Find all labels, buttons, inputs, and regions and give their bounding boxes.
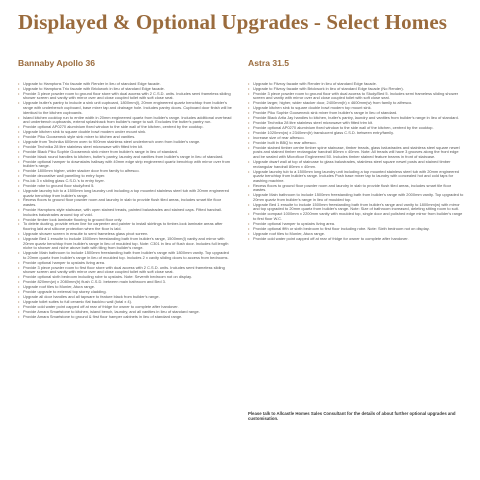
upgrade-list-item: • Upgrade Bed 1 ensuite to include 1500mm freestanding bath from builder's range, 1500mm(l) vanity and mirror with 20mm quartz benchtop from builder's range in lieu of moulded top. Note: C301 in lieu of flush door. Includes full length niche to shower and niche above bath with tiling from builder's range. [18, 237, 233, 251]
upgrade-list-item: • Upgrade Main bathroom to include 1500mm freestanding bath from builder's range with 2000mm vanity. Top upgraded to 20mm quartz from builder's range in lieu of moulded top. [248, 193, 464, 202]
right-column-heading: Astra 31.5 [248, 58, 290, 68]
upgrade-list-item: • Upgrade to Hamptons Trio facade with Render in lieu of standard Edge facade. [18, 82, 233, 87]
upgrade-list-item: • Upgrade all door handles and all tapware to feature black from builder's range. [18, 295, 233, 300]
upgrade-list-item: • Provide Black Piku Sophie Gooseneck sink mixer from builder's range in lieu of standard. [18, 150, 233, 155]
upgrade-list-item: • Upgrade butler's pantry to include a sink unit cupboard, 1800mm(l), 20mm engineered quartz benchtop from builder's range with underbench cupboard, base mixer tap and drainage hole. Includes pantry doors. Cupboard door finish will be identical to the kitchen cupboards. [18, 101, 233, 115]
upgrade-list-item: • Upgrade roof tiles to Monier, Atura range. [18, 285, 233, 290]
upgrade-list-item: • Provide 3 piece powder room to first floor store with dual access with 2 C.S.D. units. Includes semi frameless sliding shower screen and vanity with mirror over and close coupled toilet with soft close seat. [18, 266, 233, 275]
upgrade-list-item: • Provide Technika 28 litre stainless steel microwave with fitted trim kit. [18, 145, 233, 150]
upgrade-list-item: • Upgrade toilet suites to full ceramic flat back/no wall (total x 4). [18, 300, 233, 305]
upgrade-list-item: • Upgrade to Fitzroy facade with Render in lieu of standard Edge facade. [248, 82, 464, 87]
upgrade-list-item: • Provide optional hamper to upstairs living area. [18, 261, 233, 266]
upgrade-list-item: • Provide optional fifth or sixth bedroom to first floor including robe. Note: Sixth bedroom not on display. [248, 227, 464, 232]
upgrade-list-item: • Provide stained timber centre timber spine staircase, timber treads, glass balustrades and stainless steel square newel posts and stained timber rectangular handrail 80mm x 40mm. Note: All treads will have 3 grooves along the front edge and be sealed with Microfloor Engineered 50. Includes timber stained feature beams in front of staircase. [248, 146, 464, 160]
upgrade-list-item: • Provide 1020mm(w) x 2340mm(h) translucent glass C.S.D. between entry/family. [248, 131, 464, 136]
upgrade-list-item: • Recess floors to ground floor powder room and laundry in slab to provide flush tiled areas, includes smart tile floor wastes. [248, 184, 464, 193]
right-column [248, 58, 464, 242]
left-column-heading: Bannaby Apollo 36 [18, 58, 96, 68]
upgrade-list-item: • Provide robe to ground floor study/bed 5. [18, 184, 233, 189]
upgrade-list-item: • Provide optional hamper to upstairs living area. [248, 222, 464, 227]
upgrade-list-item: • Provide Piku Sophie Gooseneck sink mixer from builder's range in lieu of standard. [248, 111, 464, 116]
upgrade-list-item: • Upgrade to Hamptons Trio facade with Brickwork in lieu of standard Edge facade. [18, 87, 233, 92]
upgrade-list-item: • Provide 1800mm higher, wider stacker door from family to alfresco. [18, 169, 233, 174]
upgrade-list-item: • Upgrade roof tiles to Monier, Atura range. [248, 232, 464, 237]
upgrade-list-item: • Upgrade to Fitzroy facade with Brickwork in lieu of standard Edge facade (No Render). [248, 87, 464, 92]
upgrade-list-item: • Recess floors to ground floor powder room and laundry in slab to provide flush tiled areas, includes smart tile floor wastes. [18, 198, 233, 207]
upgrade-list-item: • Provide 3 piece powder room to ground floor store with dual access with 2 C.S.D. units. Includes semi frameless sliding shower screen and vanity with mirror over and close coupled toilet with soft close seat. [18, 92, 233, 101]
upgrade-list-item: • Upgrade dwarf wall at top of staircase to glass balustrades, stainless steel square newel posts and stained timber rectangular handrail 80mm x 40mm. [248, 160, 464, 169]
upgrade-list-item: • Provide Piku Gooseneck style sink mixer to kitchen and vanities. [18, 135, 233, 140]
upgrade-list-item: • Provide cold water point capped off at rear of fridge for owner to complete after handover. [18, 305, 233, 310]
upgrade-list-item: • Provide cold water point capped off at rear of fridge for owner to complete after handover. [248, 237, 464, 242]
upgrade-list-item: • To delete ducting, provide return line for carpenter and painter to install skirtings to timber-look laminate areas after flooring laid and silicone protection when the floor is laid. [18, 222, 233, 231]
upgrade-list-item: • Provide optional AP0270 aluminium fixed window to the side wall of the kitchen, centred by the cooktop. [248, 126, 464, 131]
upgrade-list-item: • Provide Black Artia Jay handles to kitchen, butler's pantry, laundry and vanities from builder's range in lieu of standard. [248, 116, 464, 121]
upgrade-list-item: • Provide 820mm(w) x 2080mm(h) flush C.S.D. between main bathroom and Bed 3. [18, 280, 233, 285]
page-title: Displayed & Optional Upgrades - Select Homes [18, 10, 448, 34]
upgrade-list-item: • Provide optional sixth bedroom including robe to upstairs. Note: Seventh bedroom not on display. [18, 275, 233, 280]
upgrade-list-item: • Island kitchen cooktop run to entire width in 20mm engineered quartz from builder's range. Includes additional overhead and underbench cupboards, extend splashback from builder's range to suit. Excludes the butler's pantry run. [18, 116, 233, 125]
right-upgrade-list [248, 82, 464, 241]
upgrade-list-item: • Provide compact 1000mm x 2200mm vanity with moulded top, single door and polished edge mirror from builder's range to first floor W.C. [248, 212, 464, 221]
left-column [18, 58, 233, 319]
upgrade-list-item: • Pro-lok 3 x sliding glass C.S.D.'s to entry foyer. [18, 179, 233, 184]
upgrade-list-item: • Provide Hamptons style staircase, with open stained treads, painted balustrades and stained caps. Fitted handrail. Includes balustrades around top of void. [18, 208, 233, 217]
upgrade-list-item: • Provide built in BBQ to rear alfresco. [248, 141, 464, 146]
consultant-note: Please talk to Allcastle Homes Sales Consultant for the details of about further optional upgrades and customisation. [248, 411, 456, 422]
upgrade-list-item: • Provide upgrade to external top storey cladding. [18, 290, 233, 295]
upgrade-list-item: • Provide black round handles to kitchen, butler's pantry, laundry and vanities from builder's range in lieu of standard. [18, 155, 233, 160]
upgrade-list-item: • Upgrade from Technika 600mm oven to 900mm stainless steel underbench oven from builder's range. [18, 140, 233, 145]
upgrade-list-item: • Provide optional AP0270 aluminium fixed window to the side wall of the kitchen, centred by the cooktop. [18, 125, 233, 130]
upgrade-list-item: • Upgrade Main bathroom to include 1500mm freestanding bath from builder's range with 1800mm vanity. Top upgraded to 20mm quartz from builder's range in lieu of moulded top. Includes 2 x cavity sliding doors to access from bedrooms. [18, 251, 233, 260]
upgrade-list-item: • Provide Amara Smartstone to kitchen, island bench, laundry, and all vanities in lieu of standard range. [18, 310, 233, 315]
upgrade-list-item: • Upgrade laundry tub to a 1500mm long laundry unit including a top mounted stainless steel tub with 20mm engineered quartz benchtop from builder's range. Includes Posh base mixer tap to laundry with concealed hot and cold taps for washing machine. [248, 170, 464, 184]
upgrade-list-item: • Provide timber look laminate flooring to ground floor only. [18, 218, 233, 223]
upgrade-list-item: • Provide decorative wall panelling to entry foyer. [18, 174, 233, 179]
left-upgrade-list [18, 82, 233, 319]
upgrade-list-item: • Provide larger, higher, wider stacker door, 2400mm(h) x 4600mm(w) from family to alfresco. [248, 101, 464, 106]
upgrade-list-item: • Provide optional hamper to downstairs hallway with 40mm edge strip engineered quartz benchtop with mirror over from builder's range. [18, 160, 233, 169]
upgrade-list-item: • Upgrade laundry tub to a 1500mm long laundry unit including a top mounted stainless steel tub with 20mm engineered quartz benchtop from builder's range. [18, 189, 233, 198]
upgrade-list-item: • Upgrade shower screen in ensuite to semi frameless glass pivot screen. [18, 232, 233, 237]
upgrade-list-item: • Provide Technika 28 litre stainless steel microwave with fitted trim kit. [248, 121, 464, 126]
upgrade-list-item: • Upgrade kitchen sink to square double bowl modern top mount sink. [248, 106, 464, 111]
upgrade-list-item: • Provide 3 piece powder room to ground floor with dual access to Study/Bed 5. Includes semi frameless sliding shower screen and vanity with mirror over and close coupled toilet with soft close seat. [248, 92, 464, 101]
upgrade-list-item: • Upgrade kitchen sink to square double bowl modern under mount sink. [18, 130, 233, 135]
upgrade-list-item: • Provide Amara Smartstone to ground & first floor hamper cabinets in lieu of standard range. [18, 315, 233, 320]
upgrade-list-item: • Upgrade Bed 1 ensuite to include 1500mm freestanding bath from builder's range and vanity to 1800mm(w) with mirror and top upgraded to 20mm quartz from builder's range. Note: Size of bathroom increased, deleting sitting room to suit. [248, 203, 464, 212]
upgrade-list-item: • Increase size of rear alfresco. [248, 136, 464, 141]
